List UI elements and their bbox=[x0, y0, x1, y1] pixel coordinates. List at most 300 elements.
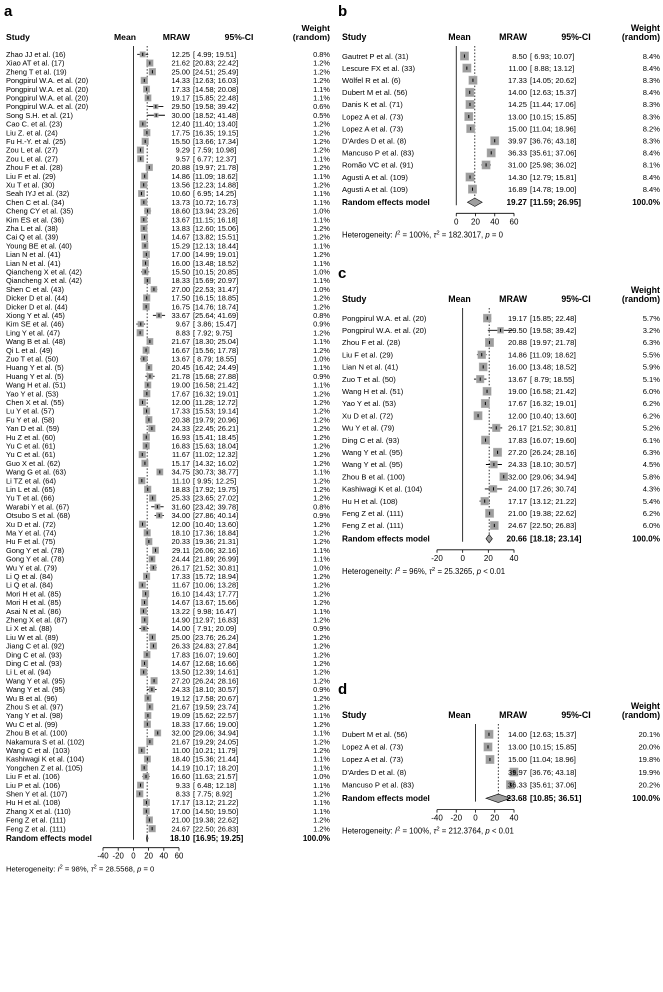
weight-value: 1.2% bbox=[313, 615, 330, 625]
ci-value: [12.63; 16.03] bbox=[193, 76, 239, 86]
weight-value: 1.2% bbox=[313, 589, 330, 599]
ci-value: [26.06; 32.16] bbox=[193, 545, 239, 555]
header-mean: Mean bbox=[448, 710, 471, 720]
mraw-value: 21.00 bbox=[507, 509, 527, 519]
weight-value: 1.2% bbox=[313, 389, 330, 399]
weight-value: 6.2% bbox=[642, 399, 660, 409]
mraw-value: 15.00 bbox=[507, 124, 527, 134]
mraw-value: 16.89 bbox=[507, 184, 527, 194]
weight-value: 5.4% bbox=[642, 496, 660, 506]
ci-value: [15.69; 20.97] bbox=[193, 276, 239, 286]
mraw-value: 25.33 bbox=[171, 493, 190, 503]
ci-value: [16.35; 19.15] bbox=[193, 128, 239, 138]
mraw-value: 26.33 bbox=[171, 641, 190, 651]
study-label: Yao Y et al. (53) bbox=[342, 399, 397, 409]
ci-value: [19.97; 21.78] bbox=[530, 338, 577, 348]
weight-value: 1.2% bbox=[313, 224, 330, 234]
i2-value: = 100%, bbox=[400, 230, 434, 240]
mraw-value: 19.09 bbox=[171, 711, 190, 721]
weight-value: 1.1% bbox=[313, 754, 330, 764]
mraw-value: 17.67 bbox=[171, 389, 190, 399]
ci-value: [36.76; 43.18] bbox=[530, 136, 577, 146]
study-label: Wang B et al. (48) bbox=[6, 337, 66, 347]
x-tick-label: 40 bbox=[159, 851, 169, 861]
study-label: Ding C et al. (93) bbox=[6, 659, 62, 669]
study-label: Guo X et al. (62) bbox=[6, 458, 61, 468]
ci-value: [15.36; 21.44] bbox=[193, 754, 239, 764]
i2-label: I bbox=[394, 826, 398, 836]
study-label: Wang G et al. (63) bbox=[6, 467, 67, 477]
ci-value: [ 9.95; 12.25] bbox=[193, 476, 237, 486]
i2-label: I bbox=[394, 230, 398, 240]
mraw-value: 27.20 bbox=[507, 448, 527, 458]
weight-value: 1.2% bbox=[313, 632, 330, 642]
summary-mraw: 19.27 bbox=[506, 197, 527, 207]
header-study: Study bbox=[6, 32, 30, 42]
weight-value: 1.2% bbox=[313, 441, 330, 451]
study-label: Pongpirul W.A. et al. (20) bbox=[6, 102, 89, 112]
study-label: Gong Y et al. (78) bbox=[6, 554, 65, 564]
mraw-value: 10.60 bbox=[171, 189, 190, 199]
study-label: Dubert M et al. (56) bbox=[342, 730, 408, 740]
study-label: Wu Y et al. (79) bbox=[342, 423, 395, 433]
weight-value: 20.0% bbox=[638, 742, 660, 752]
weight-value: 1.2% bbox=[313, 58, 330, 68]
mraw-value: 14.00 bbox=[507, 730, 527, 740]
ci-value: [19.29; 24.05] bbox=[193, 737, 239, 747]
tau-label: τ bbox=[433, 826, 437, 836]
study-label: Mori H et al. (85) bbox=[6, 598, 62, 608]
header-ci: 95%-CI bbox=[561, 32, 591, 42]
study-label: Wu C et al. (99) bbox=[6, 719, 58, 729]
study-label: Feng Z et al. (111) bbox=[6, 815, 66, 825]
header-weight-random: (random) bbox=[621, 294, 660, 304]
ci-value: [13.48; 18.52] bbox=[530, 362, 577, 372]
weight-value: 1.2% bbox=[313, 250, 330, 260]
weight-value: 1.2% bbox=[313, 415, 330, 425]
heterogeneity-prefix: Heterogeneity: bbox=[6, 864, 58, 874]
header-weight: Weight bbox=[630, 285, 660, 295]
x-tick-label: 0 bbox=[454, 217, 459, 227]
mraw-value: 17.00 bbox=[171, 250, 190, 260]
study-label: Agusti A et al. (109) bbox=[342, 184, 408, 194]
mraw-value: 32.00 bbox=[507, 472, 527, 482]
ci-value: [13.82; 15.51] bbox=[193, 232, 239, 242]
ci-value: [19.58; 39.42] bbox=[530, 326, 577, 336]
weight-value: 8.4% bbox=[642, 172, 660, 182]
mraw-value: 21.67 bbox=[171, 737, 190, 747]
weight-value: 0.8% bbox=[313, 311, 330, 321]
mraw-value: 12.40 bbox=[171, 119, 190, 129]
study-label: Lescure FX et al. (33) bbox=[342, 63, 416, 73]
study-label: Pongpirul W.A. et al. (20) bbox=[6, 76, 89, 86]
ci-value: [14.78; 19.00] bbox=[530, 184, 577, 194]
tau-superscript: 2 bbox=[432, 566, 436, 573]
p-value: = 0 bbox=[141, 864, 155, 874]
mraw-value: 16.75 bbox=[171, 302, 190, 312]
ci-value: [15.85; 22.48] bbox=[193, 93, 239, 103]
mraw-value: 9.33 bbox=[175, 780, 190, 790]
ci-value: [26.24; 28.16] bbox=[193, 676, 239, 686]
ci-value: [11.63; 21.57] bbox=[193, 772, 238, 782]
weight-value: 1.2% bbox=[313, 650, 330, 660]
ci-value: [ 4.99; 19.51] bbox=[193, 50, 237, 60]
study-label: Zou L et al. (27) bbox=[6, 145, 58, 155]
study-label: Wang Y et al. (95) bbox=[342, 448, 403, 458]
header-ci: 95%-CI bbox=[224, 32, 254, 42]
summary-mraw: 23.68 bbox=[506, 794, 527, 804]
mraw-value: 31.60 bbox=[171, 502, 190, 512]
study-label: Chen C et al. (34) bbox=[6, 197, 65, 207]
weight-value: 1.1% bbox=[313, 763, 330, 773]
study-label: Asai N et al. (86) bbox=[6, 606, 62, 616]
weight-value: 1.2% bbox=[313, 693, 330, 703]
study-label: Cao C. et al. (23) bbox=[6, 119, 63, 129]
summary-label: Random effects model bbox=[342, 197, 430, 207]
mraw-value: 19.00 bbox=[507, 387, 527, 397]
mraw-value: 16.00 bbox=[171, 258, 190, 268]
study-label: Lian N et al. (41) bbox=[6, 258, 61, 268]
mraw-value: 25.00 bbox=[171, 632, 190, 642]
ci-value: [15.68; 27.88] bbox=[193, 371, 239, 381]
weight-value: 1.1% bbox=[313, 93, 330, 103]
panel-label-b: b bbox=[338, 3, 348, 20]
heterogeneity-text bbox=[6, 865, 154, 874]
mraw-value: 14.33 bbox=[171, 76, 190, 86]
p-label: p bbox=[485, 230, 490, 240]
ci-value: [12.13; 18.44] bbox=[193, 241, 239, 251]
weight-value: 20.1% bbox=[638, 730, 660, 740]
ci-value: [11.28; 12.72] bbox=[193, 398, 238, 408]
mraw-value: 14.67 bbox=[171, 659, 190, 669]
weight-value: 1.2% bbox=[313, 824, 330, 834]
i2-label: I bbox=[57, 864, 60, 874]
study-label: Zhou F et al. (28) bbox=[6, 163, 63, 173]
ci-value: [22.53; 31.47] bbox=[193, 284, 239, 294]
forest-plot-b bbox=[342, 23, 661, 239]
study-label: Zha L et al. (38) bbox=[6, 224, 58, 234]
study-label: Hu F et al. (75) bbox=[6, 537, 56, 547]
weight-value: 1.2% bbox=[313, 789, 330, 799]
mraw-value: 18.10 bbox=[171, 528, 190, 538]
weight-value: 1.2% bbox=[313, 528, 330, 538]
mraw-value: 32.00 bbox=[171, 728, 190, 738]
mraw-value: 34.75 bbox=[171, 467, 190, 477]
weight-value: 6.3% bbox=[642, 338, 660, 348]
study-label: Yao Y et al. (53) bbox=[6, 389, 59, 399]
ci-value: [ 7.59; 10.98] bbox=[193, 145, 237, 155]
ci-value: [18.30; 25.04] bbox=[193, 337, 239, 347]
ci-value: [10.15; 15.85] bbox=[530, 112, 577, 122]
mraw-value: 20.88 bbox=[171, 163, 190, 173]
weight-value: 1.1% bbox=[313, 84, 330, 94]
mraw-value: 8.83 bbox=[175, 328, 190, 338]
weight-value: 1.1% bbox=[313, 215, 330, 225]
mraw-value: 11.67 bbox=[172, 580, 190, 590]
forest-plot-c bbox=[342, 285, 661, 576]
study-label: Chen X et al. (55) bbox=[6, 398, 64, 408]
study-label: Song S.H. et al. (21) bbox=[6, 110, 73, 120]
study-label: Zou L et al. (27) bbox=[6, 154, 58, 164]
study-label: Hu H et al. (108) bbox=[6, 798, 61, 808]
weight-value: 1.2% bbox=[313, 406, 330, 416]
ci-value: [11.40; 13.40] bbox=[193, 119, 238, 129]
study-label: Yongchen Z et al. (105) bbox=[6, 763, 83, 773]
mraw-value: 16.93 bbox=[171, 432, 190, 442]
ci-value: [15.56; 17.78] bbox=[193, 345, 239, 355]
ci-value: [18.52; 41.48] bbox=[193, 110, 239, 120]
summary-weight: 100.0% bbox=[632, 534, 660, 544]
weight-value: 1.2% bbox=[313, 458, 330, 468]
weight-value: 1.2% bbox=[313, 667, 330, 677]
mraw-value: 17.33 bbox=[171, 406, 190, 416]
study-label: Fu H.-Y. et al. (25) bbox=[6, 137, 66, 147]
ci-value: [15.62; 22.57] bbox=[193, 711, 239, 721]
mraw-value: 11.00 bbox=[172, 746, 190, 756]
study-label: Hu H et al. (108) bbox=[342, 496, 398, 506]
summary-mraw: 18.10 bbox=[169, 834, 190, 844]
study-label: Jiang C et al. (92) bbox=[6, 641, 65, 651]
x-tick-label: 40 bbox=[490, 217, 500, 227]
forest-plot-a bbox=[6, 23, 330, 874]
mraw-value: 9.67 bbox=[175, 319, 190, 329]
header-mraw: MRAW bbox=[499, 294, 527, 304]
weight-value: 1.1% bbox=[313, 467, 330, 477]
study-label: Xu D et al. (72) bbox=[342, 411, 394, 421]
study-label: Kashiwagi K et al. (104) bbox=[342, 484, 423, 494]
x-tick-label: 40 bbox=[509, 553, 519, 563]
summary-label: Random effects model bbox=[342, 534, 430, 544]
header-study: Study bbox=[342, 710, 367, 720]
ci-value: [14.99; 19.01] bbox=[193, 250, 239, 260]
ci-value: [ 7.75; 8.92] bbox=[193, 789, 233, 799]
study-label: Gong Y et al. (78) bbox=[6, 545, 65, 555]
mraw-value: 11.10 bbox=[172, 476, 190, 486]
study-label: Pongpirul W.A. et al. (20) bbox=[6, 93, 89, 103]
study-label: Wang C et al. (103) bbox=[6, 746, 70, 756]
ci-value: [ 3.86; 15.47] bbox=[193, 319, 237, 329]
mraw-value: 9.29 bbox=[175, 145, 190, 155]
header-weight-random: (random) bbox=[292, 32, 330, 42]
i2-value: = 100%, bbox=[400, 826, 434, 836]
ci-value: [14.43; 17.77] bbox=[193, 589, 239, 599]
weight-value: 1.2% bbox=[313, 345, 330, 355]
weight-value: 5.5% bbox=[642, 350, 660, 360]
ci-value: [36.76; 43.18] bbox=[530, 767, 577, 777]
study-label: Lopez A et al. (73) bbox=[342, 124, 404, 134]
mraw-value: 21.67 bbox=[171, 337, 190, 347]
mraw-value: 17.17 bbox=[171, 798, 190, 808]
mraw-value: 33.67 bbox=[171, 311, 190, 321]
mraw-value: 12.00 bbox=[171, 398, 190, 408]
mraw-value: 14.19 bbox=[171, 763, 190, 773]
mraw-value: 15.50 bbox=[171, 137, 190, 147]
mraw-value: 24.33 bbox=[507, 460, 527, 470]
study-label: Pongpirul W.A. et al. (20) bbox=[342, 313, 427, 323]
weight-value: 0.9% bbox=[313, 319, 330, 329]
summary-label: Random effects model bbox=[6, 834, 92, 844]
study-label: Xu T et al. (30) bbox=[6, 180, 55, 190]
mraw-value: 20.33 bbox=[171, 537, 190, 547]
weight-value: 5.8% bbox=[642, 472, 660, 482]
weight-value: 1.1% bbox=[313, 154, 330, 164]
ci-value: [19.38; 22.62] bbox=[193, 815, 239, 825]
weight-value: 1.1% bbox=[313, 798, 330, 808]
ci-value: [19.38; 22.62] bbox=[530, 509, 577, 519]
tau-value: = 28.5568, bbox=[96, 864, 138, 874]
study-label: Danis K et al. (71) bbox=[342, 100, 403, 110]
weight-value: 19.9% bbox=[638, 767, 660, 777]
heterogeneity-text bbox=[342, 567, 505, 576]
ci-value: [12.23; 14.88] bbox=[193, 180, 239, 190]
study-label: Li Q et al. (84) bbox=[6, 572, 53, 582]
weight-value: 5.1% bbox=[642, 374, 660, 384]
weight-value: 8.3% bbox=[642, 75, 660, 85]
study-label: Cheng CY et al. (35) bbox=[6, 206, 74, 216]
mraw-value: 14.00 bbox=[171, 624, 190, 634]
study-label: Seah IYJ et al. (32) bbox=[6, 189, 70, 199]
mraw-value: 24.33 bbox=[171, 685, 190, 695]
study-label: Lopez A et al. (73) bbox=[342, 112, 404, 122]
ci-value: [12.60; 15.06] bbox=[193, 224, 239, 234]
ci-value: [ 8.88; 13.12] bbox=[530, 63, 575, 73]
x-tick-label: 40 bbox=[509, 813, 519, 823]
weight-value: 8.3% bbox=[642, 100, 660, 110]
p-label: p bbox=[137, 864, 142, 874]
mraw-value: 20.45 bbox=[171, 363, 190, 373]
study-label: Zuo T et al. (50) bbox=[342, 374, 396, 384]
header-weight: Weight bbox=[630, 23, 660, 33]
ci-value: [ 8.79; 18.55] bbox=[530, 374, 575, 384]
mraw-value: 39.97 bbox=[507, 136, 527, 146]
study-label: Yu C et al. (61) bbox=[6, 450, 56, 460]
summary-mraw: 20.66 bbox=[506, 534, 527, 544]
study-label: Warabi Y et al. (67) bbox=[6, 502, 70, 512]
study-label: Liu P et al. (106) bbox=[6, 780, 61, 790]
ci-value: [15.53; 19.14] bbox=[193, 406, 239, 416]
study-label: Kashiwagi K et al. (104) bbox=[6, 754, 85, 764]
weight-value: 1.1% bbox=[313, 728, 330, 738]
ci-value: [ 7.92; 9.75] bbox=[193, 328, 233, 338]
weight-value: 1.1% bbox=[313, 189, 330, 199]
study-label: Huang Y et al. (5) bbox=[6, 363, 64, 373]
tau-value: = 182.3017, bbox=[439, 230, 486, 240]
ci-value: [ 6.48; 12.18] bbox=[193, 780, 237, 790]
ci-value: [25.64; 41.69] bbox=[193, 311, 239, 321]
weight-value: 8.4% bbox=[642, 51, 660, 61]
weight-value: 1.0% bbox=[313, 354, 330, 364]
header-weight: Weight bbox=[301, 23, 330, 33]
tau-label: τ bbox=[433, 230, 437, 240]
ci-value: [10.15; 20.85] bbox=[193, 267, 239, 277]
study-label: Mancuso P et al. (83) bbox=[342, 780, 415, 790]
study-label: Lian N et al. (41) bbox=[342, 362, 399, 372]
mraw-value: 31.00 bbox=[507, 160, 527, 170]
ci-value: [11.04; 18.96] bbox=[530, 124, 576, 134]
header-mraw: MRAW bbox=[499, 32, 527, 42]
weight-value: 1.1% bbox=[313, 545, 330, 555]
mraw-value: 24.67 bbox=[171, 824, 190, 834]
ci-value: [10.17; 18.20] bbox=[193, 763, 239, 773]
study-label: Dubert M et al. (56) bbox=[342, 88, 408, 98]
mraw-value: 14.00 bbox=[507, 88, 527, 98]
study-label: Qiancheng X et al. (42) bbox=[6, 267, 83, 277]
study-label: Wang Y et al. (95) bbox=[6, 676, 66, 686]
ci-value: [20.83; 22.42] bbox=[193, 58, 239, 68]
header-mean: Mean bbox=[114, 32, 136, 42]
study-label: Zheng T et al. (19) bbox=[6, 67, 67, 77]
mraw-value: 17.83 bbox=[507, 435, 527, 445]
summary-ci: [11.59; 26.95] bbox=[530, 197, 581, 207]
weight-value: 1.2% bbox=[313, 302, 330, 312]
i2-value: = 98%, bbox=[62, 864, 91, 874]
study-label: Zuo T et al. (50) bbox=[6, 354, 59, 364]
i2-superscript: 2 bbox=[397, 566, 401, 573]
study-label: Zhang X et al. (110) bbox=[6, 806, 71, 816]
header-weight: Weight bbox=[630, 701, 660, 711]
weight-value: 8.2% bbox=[642, 124, 660, 134]
weight-value: 1.0% bbox=[313, 284, 330, 294]
mraw-value: 13.67 bbox=[171, 215, 190, 225]
tau-label: τ bbox=[90, 864, 94, 874]
summary-ci: [16.95; 19.25] bbox=[193, 834, 244, 844]
ci-value: [12.97; 16.83] bbox=[193, 615, 239, 625]
ci-value: [12.63; 15.37] bbox=[530, 730, 577, 740]
mraw-value: 16.60 bbox=[171, 772, 190, 782]
mraw-value: 17.50 bbox=[171, 293, 190, 303]
ci-value: [23.76; 26.24] bbox=[193, 632, 239, 642]
weight-value: 6.1% bbox=[642, 435, 660, 445]
weight-value: 8.3% bbox=[642, 112, 660, 122]
weight-value: 1.2% bbox=[313, 537, 330, 547]
mraw-value: 14.86 bbox=[171, 171, 190, 181]
ci-value: [14.58; 20.08] bbox=[193, 84, 239, 94]
mraw-value: 17.00 bbox=[171, 806, 190, 816]
ci-value: [21.89; 26.99] bbox=[193, 554, 239, 564]
mraw-value: 17.75 bbox=[171, 128, 190, 138]
study-label: Liu F et al. (29) bbox=[6, 171, 56, 181]
study-label: Young BE et al. (40) bbox=[6, 241, 72, 251]
mraw-value: 13.50 bbox=[171, 667, 190, 677]
study-label: Feng Z et al. (111) bbox=[6, 824, 66, 834]
weight-value: 1.2% bbox=[313, 746, 330, 756]
ci-value: [11.02; 12.32] bbox=[193, 450, 238, 460]
header-mraw: MRAW bbox=[162, 32, 190, 42]
weight-value: 8.4% bbox=[642, 148, 660, 158]
header-weight-random: (random) bbox=[621, 32, 660, 42]
study-label: Zhao JJ et al. (16) bbox=[6, 50, 66, 60]
weight-value: 0.8% bbox=[313, 50, 330, 60]
mraw-value: 25.00 bbox=[171, 67, 190, 77]
x-tick-label: -20 bbox=[450, 813, 463, 823]
mraw-value: 16.10 bbox=[171, 589, 190, 599]
ci-value: [17.26; 30.74] bbox=[530, 484, 577, 494]
ci-value: [24.83; 27.84] bbox=[193, 641, 239, 651]
weight-value: 1.0% bbox=[313, 563, 330, 573]
mraw-value: 16.83 bbox=[171, 441, 190, 451]
mraw-value: 17.17 bbox=[507, 496, 527, 506]
weight-value: 1.2% bbox=[313, 476, 330, 486]
weight-value: 1.2% bbox=[313, 163, 330, 173]
mraw-value: 8.50 bbox=[512, 51, 527, 61]
weight-value: 6.3% bbox=[642, 448, 660, 458]
ci-value: [14.50; 19.50] bbox=[193, 806, 239, 816]
study-label: Pongpirul W.A. et al. (20) bbox=[342, 326, 427, 336]
mraw-value: 15.29 bbox=[171, 241, 190, 251]
mraw-value: 13.83 bbox=[171, 224, 190, 234]
x-tick-label: 60 bbox=[509, 217, 519, 227]
weight-value: 19.8% bbox=[638, 755, 660, 765]
